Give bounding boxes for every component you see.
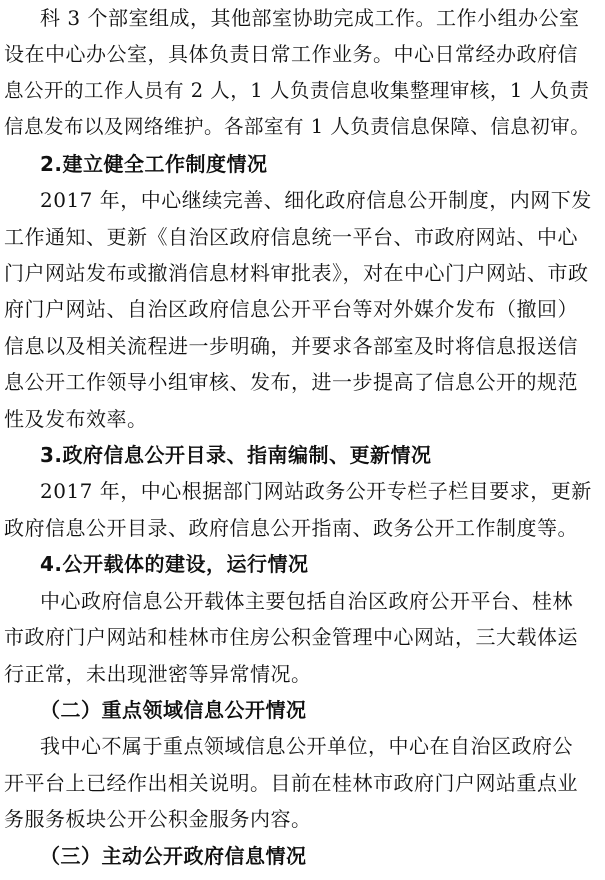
paragraph-line: 政府信息公开目录、政府信息公开指南、政务公开工作制度等。: [4, 516, 578, 540]
section-heading: （二）重点领域信息公开情况: [40, 698, 307, 722]
paragraph-line: 科 3 个部室组成，其他部室协助完成工作。工作小组办公室: [40, 6, 580, 30]
paragraph-line: 中心政府信息公开载体主要包括自治区政府公开平台、桂林: [40, 589, 573, 613]
paragraph-line: 门户网站发布或撤消信息材料审批表》，对在中心门户网站、市政: [4, 261, 589, 285]
paragraph-line: 信息发布以及网络维护。各部室有 1 人负责信息保障、信息初审。: [4, 115, 591, 138]
paragraph-line: 我中心不属于重点领域信息公开单位，中心在自治区政府公: [40, 734, 573, 758]
paragraph-line: 开平台上已经作出相关说明。目前在桂林市政府门户网站重点业: [4, 771, 578, 795]
paragraph-line: 行正常，未出现泄密等异常情况。: [4, 662, 312, 686]
paragraph-line: 信息以及相关流程进一步明确，并要求各部室及时将信息报送信: [4, 334, 578, 358]
paragraph-line: 2017 年，中心根据部门网站政务公开专栏子栏目要求，更新: [40, 479, 592, 503]
paragraph-line: 工作通知、更新《自治区政府信息统一平台、市政府网站、中心: [4, 225, 578, 249]
paragraph-line: 设在中心办公室，具体负责日常工作业务。中心日常经办政府信: [4, 42, 578, 66]
paragraph-line: 性及发布效率。: [4, 407, 148, 431]
paragraph-line: 2017 年，中心继续完善、细化政府信息公开制度，内网下发: [40, 188, 592, 212]
paragraph-line: 府门户网站、自治区政府信息公开平台等对外媒介发布（撤回）: [4, 297, 578, 321]
paragraph-line: 市政府门户网站和桂林市住房公积金管理中心网站，三大载体运: [4, 625, 578, 649]
section-heading: 3.政府信息公开目录、指南编制、更新情况: [40, 443, 432, 467]
section-heading: （三）主动公开政府信息情况: [40, 844, 307, 868]
section-heading: 4.公开载体的建设，运行情况: [40, 552, 309, 576]
paragraph-line: 息公开的工作人员有 2 人，1 人负责信息收集整理审核，1 人负责: [4, 79, 590, 102]
section-heading: 2.建立健全工作制度情况: [40, 152, 268, 176]
paragraph-line: 息公开工作领导小组审核、发布，进一步提高了信息公开的规范: [4, 370, 578, 394]
paragraph-line: 务服务板块公开公积金服务内容。: [4, 807, 312, 831]
